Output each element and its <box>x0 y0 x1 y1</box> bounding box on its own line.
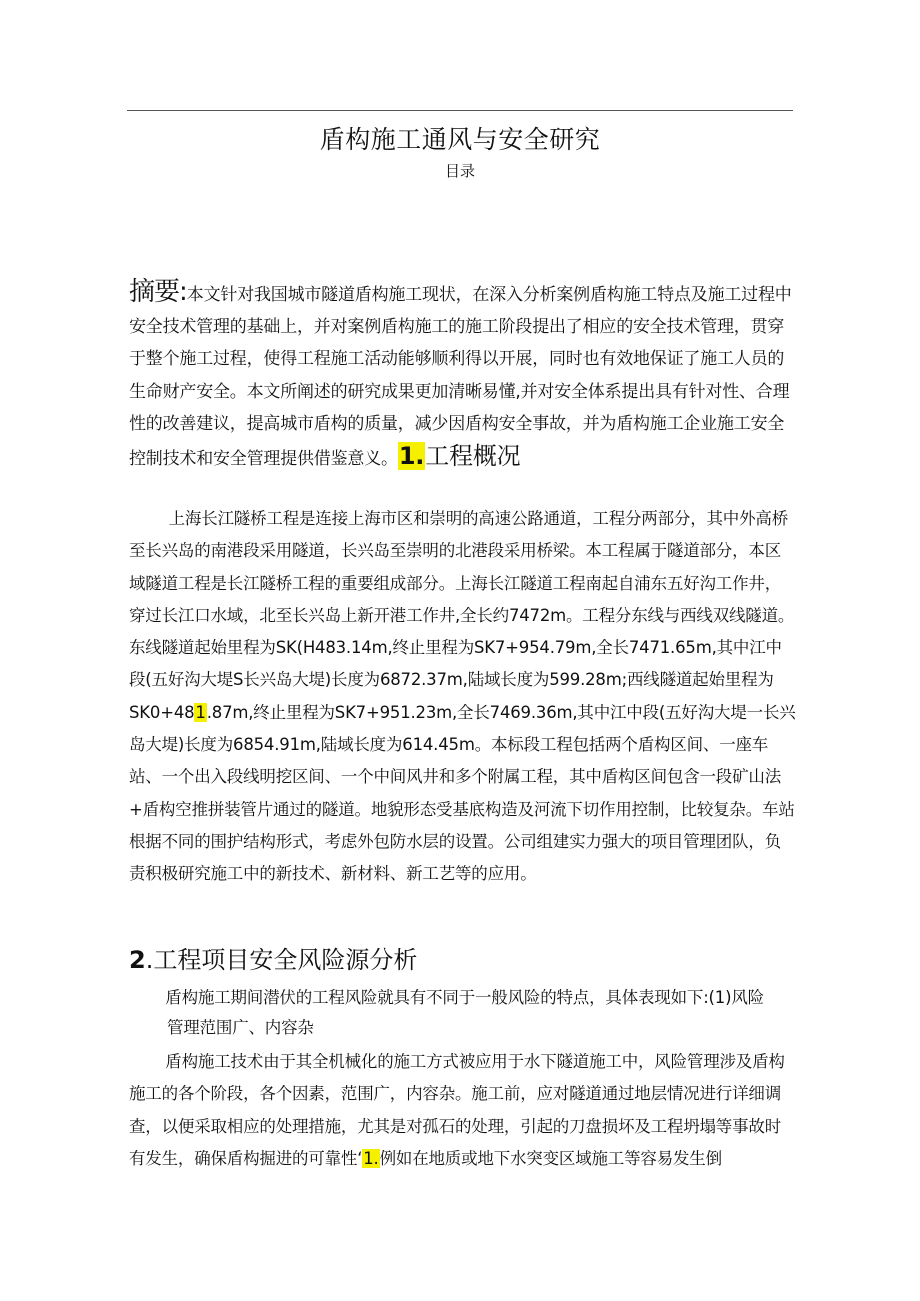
para1-text-a: 上海长江隧桥工程是连接上海市区和崇明的高速公路通道，工程分两部分，其中外高桥至长兴岛的南港段采用隧道，长兴岛至崇明的北港段采用桥梁。本工程属于隧道部分，本区域隧道工程是长江隧桥工程的重要组成部分。上海长江隧道工程南起自浦东五好沟工作井，穿过长江口水域，北至长兴岛上新开港工作井,全长约7472m。工程分东线与西线双线隧道。东线隧道起始里程为SK(H483.14m,终止里程为SK7+954.79m,全长7471.65m,其中江中段(五好沟大堤S长兴岛大堤)长度为6872.37m,陆域长度为599.28m;西线隧道起始里程为SK0+48 <box>129 509 795 722</box>
para3-text-a: 盾构施工技术由于其全机械化的施工方式被应用于水下隧道施工中，风险管理涉及盾构施工的各个阶段，各个因素，范围广，内容杂。施工前，应对隧道通过地层情况进行详细调查，以便采取相应的处理措施，尤其是对孤石的处理，引起的刀盘损坏及工程坍塌等事故时有发生，确保盾构掘进的可靠性‘ <box>129 1052 785 1168</box>
para1-text-b: .87m,终止里程为SK7+951.23m,全长7469.36m,其中江中段(五好沟大堤一长兴岛大堤)长度为6854.91m,陆域长度为614.45m。本标段工程包括两个盾构区间、一座车站、一个出入段线明挖区间、一个中间风井和多个附属工程，其中盾构区间包含一段矿山法+盾构空推拼装管片通过的隧道。地貌形态受基底构造及河流下切作用控制，比较复杂。车站根据不同的围护结构形式，考虑外包防水层的设置。公司组建实力强大的项目管理团队，负责积极研究施工中的新技术、新材料、新工艺等的应用。 <box>129 702 796 884</box>
abstract-text: 本文针对我国城市隧道盾构施工现状，在深入分析案例盾构施工特点及施工过程中安全技术管理的基础上，并对案例盾构施工的施工阶段提出了相应的安全技术管理，贯穿于整个施工过程，使得工程施工活动能够顺利得以开展，同时也有效地保证了施工人员的生命财产安全。本文所阐述的研究成果更加清晰易懂,并对安全体系提出具有针对性、合理性的改善建议，提高城市盾构的质量，减少因盾构安全事故，并为盾构施工企业施工安全控制技术和安全管理提供借鉴意义。 <box>129 285 792 470</box>
para3-text-b: 例如在地质或地下水突变区域施工等容易发生倒 <box>379 1148 722 1168</box>
section2-title: .工程项目安全风险源分析 <box>145 946 418 974</box>
section1-paragraph <box>129 503 796 891</box>
section1-title: 工程概况 <box>425 442 521 471</box>
para3-highlight: 1. <box>363 1148 379 1168</box>
section2-heading <box>129 940 417 975</box>
toc-label: 目录 <box>444 162 475 180</box>
section2-number: 2 <box>129 946 146 974</box>
header-rule <box>127 110 793 111</box>
section2-body-paragraph <box>129 1046 796 1175</box>
para1-highlight: 1 <box>195 702 206 722</box>
para2-hanging-line: 管理范围广、内容杂 <box>167 1018 314 1037</box>
section1-number: 1. <box>398 442 425 471</box>
para2-text: 盾构施工期间潜伏的工程风险就具有不同于一般风险的特点，具体表现如下:(1)风险 <box>165 988 764 1007</box>
abstract-label: 摘要: <box>129 277 187 307</box>
section1-heading <box>398 442 521 470</box>
section2-intro-paragraph <box>129 983 796 1043</box>
abstract-paragraph <box>129 276 794 475</box>
document-title: 盾构施工通风与安全研究 <box>319 125 601 154</box>
